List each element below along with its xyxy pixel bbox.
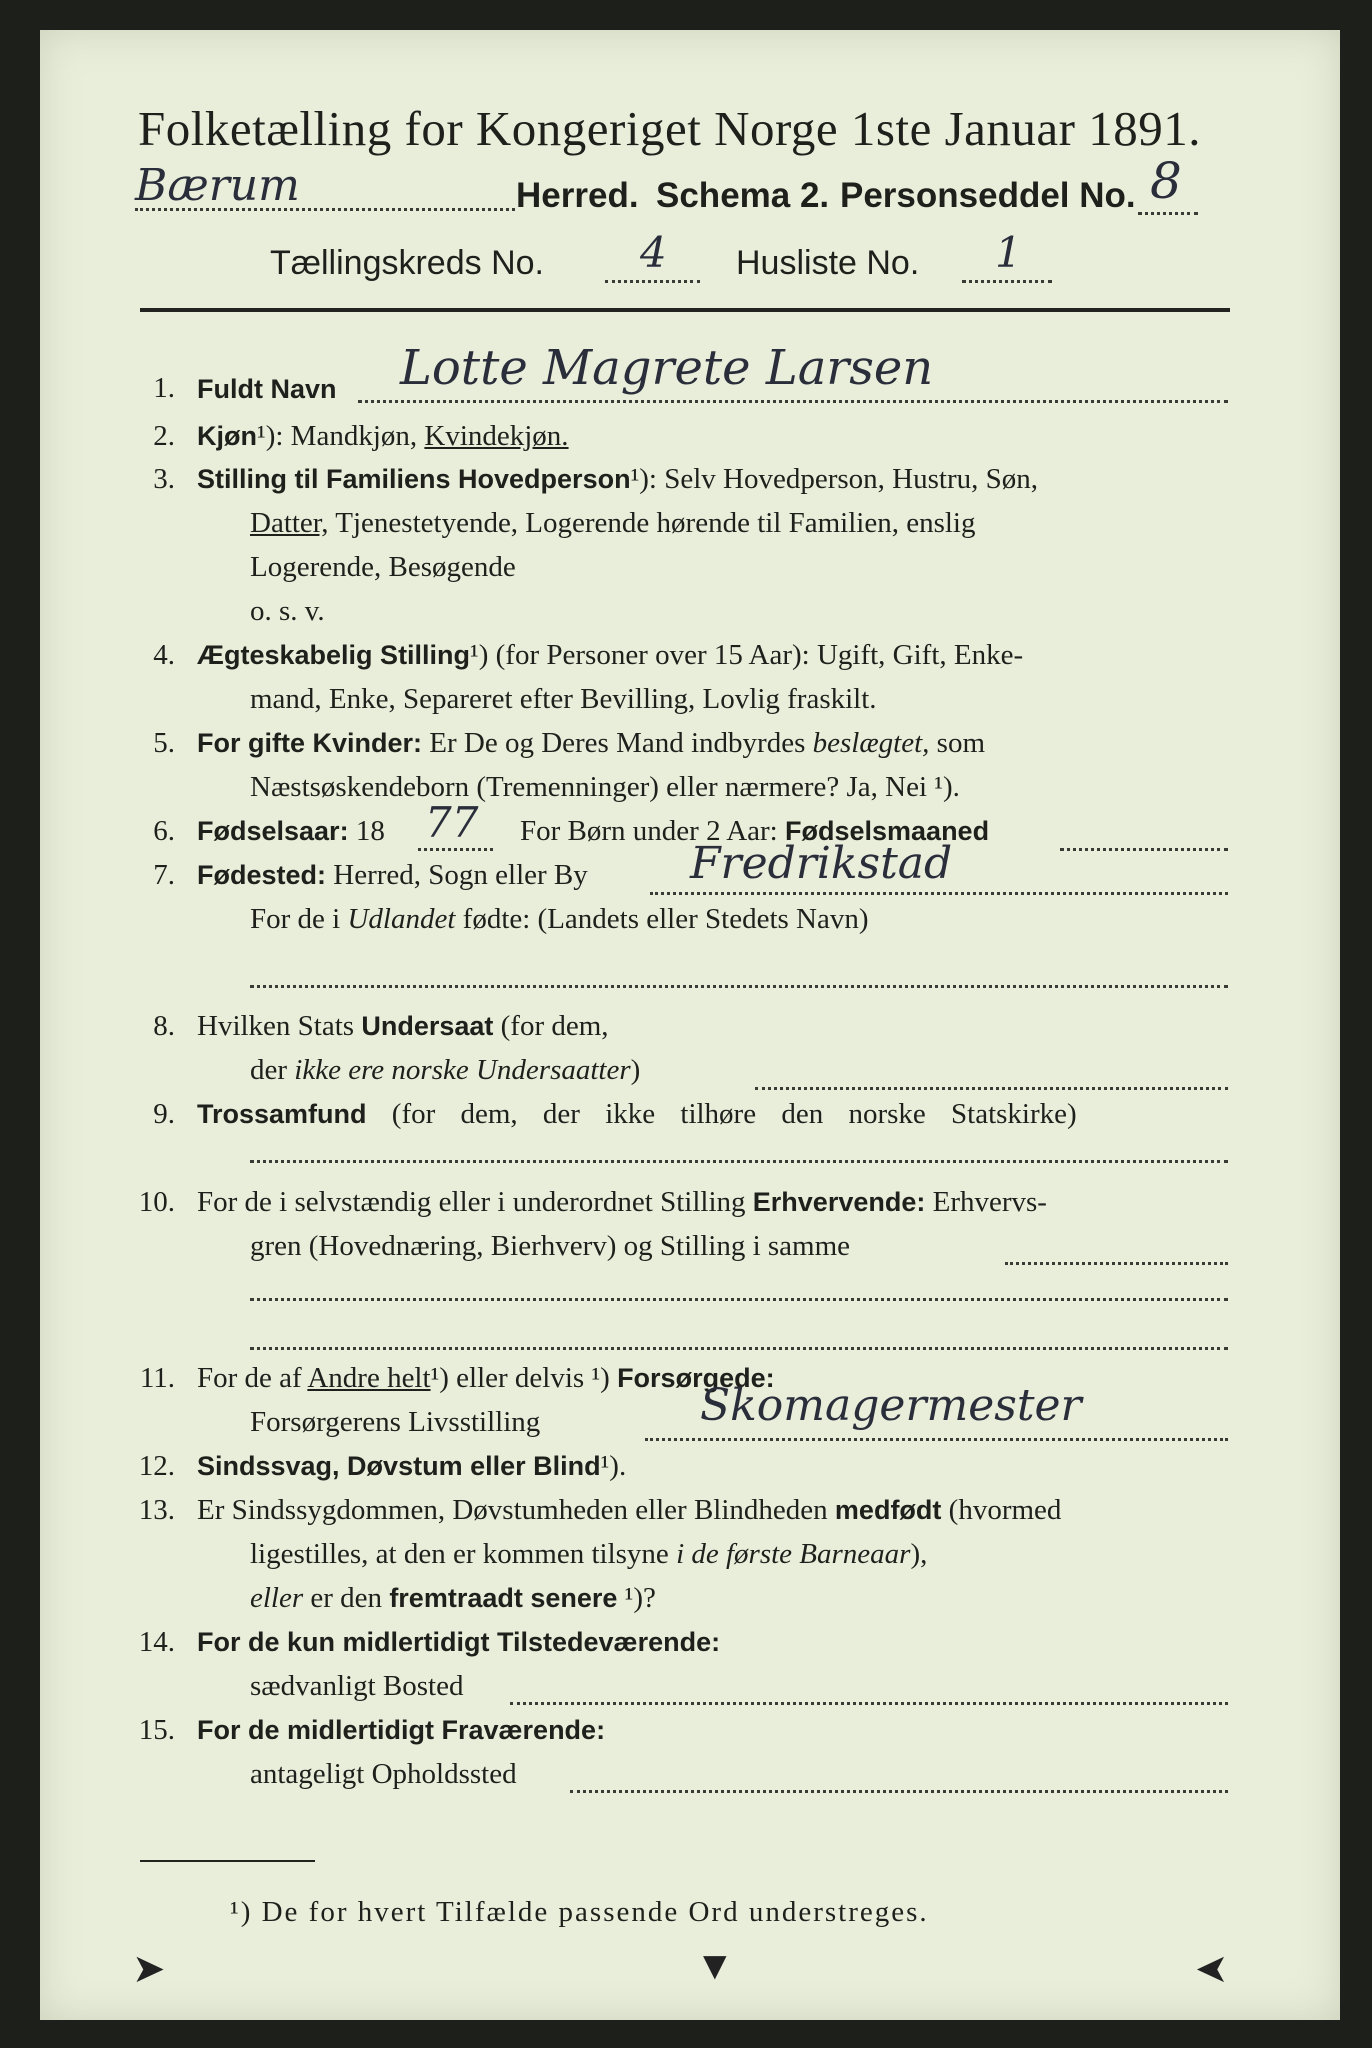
q8-line2: der ikke ere norske Undersaatter) <box>250 1054 641 1086</box>
q5-l1i: beslægtet, <box>812 727 930 759</box>
q1-label: Fuldt Navn <box>197 374 337 404</box>
q1-dots <box>358 400 1228 403</box>
q6-number: 6. <box>153 815 175 847</box>
q7-country-dots <box>250 985 1228 988</box>
q5-label: For gifte Kvinder: <box>197 728 423 758</box>
q10-number: 10. <box>138 1186 175 1218</box>
q8-line1 <box>197 1010 609 1043</box>
q14-number: 14. <box>138 1626 175 1658</box>
q8-number: 8. <box>153 1010 175 1042</box>
kreds-label: Tællingskreds No. <box>270 244 544 282</box>
q14-line1 <box>197 1626 720 1659</box>
q13-l2i: i de første Barneaar <box>676 1538 911 1570</box>
q10-line1 <box>197 1186 1047 1219</box>
q3-selected: Datter, <box>250 507 329 539</box>
q13-l3a: er den <box>310 1582 383 1614</box>
q7-l2b: fødte: (Landets eller Stedets Navn) <box>462 903 869 935</box>
q9-label: Trossamfund <box>197 1099 367 1129</box>
q13-line3 <box>250 1582 656 1615</box>
q5-l1a: Er De og Deres Mand indbyrdes <box>429 727 806 759</box>
q13-line1 <box>197 1494 1061 1527</box>
q7-answer: Fredrikstad <box>690 838 953 889</box>
q12-note: ¹). <box>600 1450 627 1482</box>
q11-dots <box>645 1438 1228 1441</box>
q7-l1: Herred, Sogn eller By <box>333 859 588 891</box>
q9-l1: (for dem, der ikke tilhøre den norske Statskirke) <box>391 1098 1077 1130</box>
q13-l2b: ), <box>910 1538 928 1570</box>
q15-number: 15. <box>138 1714 175 1746</box>
q3-line2 <box>250 507 976 540</box>
personseddel-value: 8 <box>1150 152 1182 210</box>
q13-number: 13. <box>138 1494 175 1526</box>
q11-answer: Skomagermester <box>700 1380 1082 1431</box>
q13-l3i: eller <box>250 1582 304 1614</box>
q9-dots <box>250 1160 1228 1163</box>
q13-l3b: ¹)? <box>624 1582 656 1614</box>
q9-number: 9. <box>153 1098 175 1130</box>
herred-dots <box>135 208 515 211</box>
q13-line2 <box>250 1538 927 1571</box>
q6-answer: 77 <box>425 798 479 847</box>
q14-label: For de kun midlertidigt Tilstedeværende: <box>197 1627 721 1657</box>
q5-line2: Næstsøskendeborn (Tremenninger) eller nærmere? Ja, Nei ¹). <box>250 771 960 803</box>
q13-l1b: (hvormed <box>948 1494 1062 1526</box>
personseddel-label: Personseddel No. <box>840 176 1136 215</box>
registration-mark-left: ➤ <box>132 1946 166 1991</box>
q14-line2: sædvanligt Bosted <box>250 1670 464 1702</box>
kreds-value: 4 <box>640 228 667 277</box>
q10-label: Erhvervende: <box>752 1187 926 1217</box>
q6-mid: For Børn under 2 Aar: <box>520 815 778 847</box>
herred-label: Herred. <box>516 176 639 215</box>
q11-line1 <box>197 1362 775 1395</box>
q7-l2a: For de i <box>250 903 341 935</box>
q4-line1 <box>197 639 1023 672</box>
q4-number: 4. <box>153 639 175 671</box>
q6-label2: Fødselsmaaned <box>785 816 990 846</box>
q5-line1 <box>197 727 985 760</box>
q15-label: For de midlertidigt Fraværende: <box>197 1715 606 1745</box>
personseddel-dots <box>1138 212 1198 215</box>
header-rule <box>140 308 1230 312</box>
q12-label: Sindssvag, Døvstum eller Blind <box>197 1451 601 1481</box>
q8-l2a: der <box>250 1054 288 1086</box>
q3-l1: ¹): Selv Hovedperson, Hustru, Søn, <box>630 463 1038 495</box>
q2-selected: Kvindekjøn. <box>424 420 569 452</box>
q4-label: Ægteskabelig Stilling <box>197 640 471 670</box>
q8-dots <box>755 1087 1228 1090</box>
form-title: Folketælling for Kongeriget Norge 1ste Januar 1891. <box>138 101 1201 156</box>
q13-l2a: ligestilles, at den er kommen tilsyne <box>250 1538 669 1570</box>
q7-l2i: Udlandet <box>347 903 456 935</box>
q11-l1a: For de af <box>197 1362 302 1394</box>
census-form-sheet <box>40 30 1340 2020</box>
kreds-dots <box>605 280 700 283</box>
husliste-value: 1 <box>995 228 1022 277</box>
q3-number: 3. <box>153 463 175 495</box>
q3-line4: o. s. v. <box>250 595 325 627</box>
q6-month-dots <box>1060 848 1228 851</box>
q11-number: 11. <box>139 1362 175 1394</box>
q11-selected: Andre helt <box>307 1362 431 1394</box>
q2-number: 2. <box>153 420 175 452</box>
q7-line1 <box>197 859 588 892</box>
schema-label: Schema 2. <box>656 176 830 215</box>
q15-line1 <box>197 1714 605 1747</box>
q5-l1b: som <box>936 727 985 759</box>
q8-l2i: ikke ere norske Undersaatter <box>294 1054 631 1086</box>
q1-answer: Lotte Magrete Larsen <box>400 340 934 396</box>
q1-number: 1. <box>153 372 175 404</box>
q2-label: Kjøn <box>197 421 257 451</box>
q10-l1a: For de i selvstændig eller i underordnet Stilling <box>197 1186 746 1218</box>
q8-l1b: (for dem, <box>500 1010 609 1042</box>
q7-line2 <box>250 903 869 936</box>
q9-line1 <box>197 1098 1077 1131</box>
q8-l1a: Hvilken Stats <box>197 1010 355 1042</box>
footnote-rule <box>140 1860 315 1862</box>
q4-l1: ¹) (for Personer over 15 Aar): Ugift, Gift, Enke- <box>470 639 1024 671</box>
q6-prefix: 18 <box>355 815 385 847</box>
q13-l1a: Er Sindssygdommen, Døvstumheden eller Blindheden <box>197 1494 828 1526</box>
q6-year-dots <box>418 848 493 851</box>
q10-dots2 <box>250 1298 1228 1301</box>
q13-label2: fremtraadt senere <box>389 1583 618 1613</box>
q7-number: 7. <box>153 859 175 891</box>
q2-note: ¹): Mandkjøn, <box>257 420 418 452</box>
registration-mark-right: ➤ <box>1195 1946 1229 1991</box>
q4-line2: mand, Enke, Separeret efter Bevilling, Lovlig fraskilt. <box>250 683 877 715</box>
husliste-dots <box>962 280 1052 283</box>
q10-dots1 <box>1005 1262 1228 1265</box>
q6-line <box>197 815 385 848</box>
q2-line <box>197 420 569 453</box>
q12-line <box>197 1450 626 1483</box>
q14-dots <box>510 1702 1228 1705</box>
q11-label: Forsørgede: <box>617 1363 775 1393</box>
q10-line2: gren (Hovednæring, Bierhverv) og Stilling i samme <box>250 1230 851 1262</box>
registration-mark-center: ▼ <box>695 1943 735 1988</box>
footnote: ¹) De for hvert Tilfælde passende Ord understreges. <box>230 1896 929 1928</box>
q10-l1b: Erhvervs- <box>932 1186 1047 1218</box>
q15-line2: antageligt Opholdssted <box>250 1758 517 1790</box>
q10-dots3 <box>250 1347 1228 1350</box>
q8-label: Undersaat <box>361 1011 494 1041</box>
q15-dots <box>570 1790 1228 1793</box>
husliste-label: Husliste No. <box>736 244 920 282</box>
q7-label: Fødested: <box>197 860 327 890</box>
q11-line2: Forsørgerens Livsstilling <box>250 1406 541 1438</box>
q3-line1 <box>197 463 1038 496</box>
q5-number: 5. <box>153 727 175 759</box>
q3-l2: Tjenestetyende, Logerende hørende til Familien, enslig <box>335 507 976 539</box>
q12-number: 12. <box>138 1450 175 1482</box>
q3-line3: Logerende, Besøgende <box>250 551 516 583</box>
q13-label: medfødt <box>834 1495 942 1525</box>
herred-value: Bærum <box>135 160 300 211</box>
q6-label: Fødselsaar: <box>197 816 349 846</box>
q3-label: Stilling til Familiens Hovedperson <box>197 464 631 494</box>
q7-dots <box>650 892 1228 895</box>
q11-l1b: ¹) eller delvis ¹) <box>430 1362 610 1394</box>
